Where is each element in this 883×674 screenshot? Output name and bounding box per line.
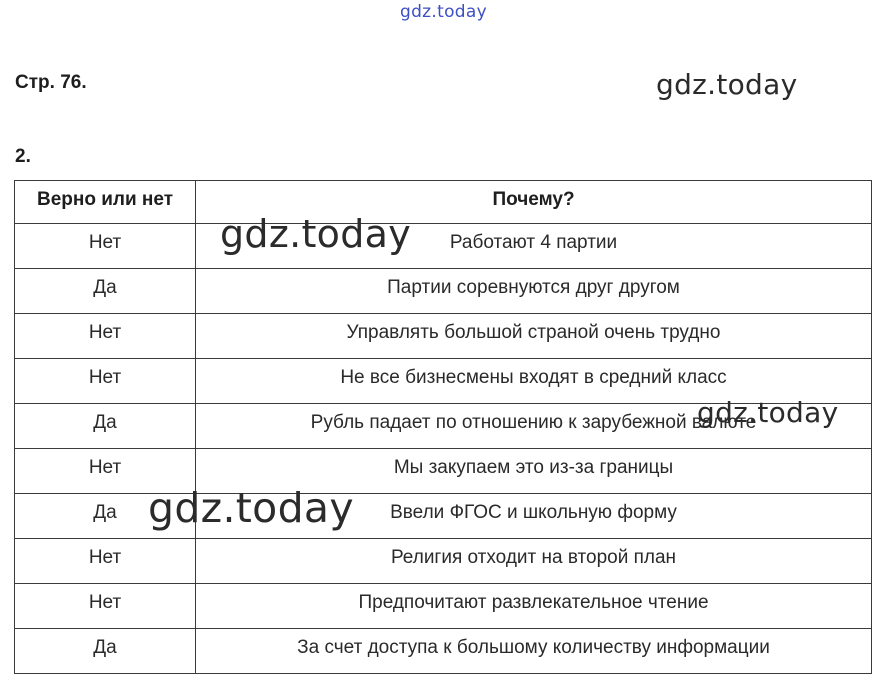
- column-header-true-false: Верно или нет: [15, 181, 196, 224]
- page-reference: Стр. 76.: [15, 72, 87, 93]
- table-row: [15, 539, 872, 584]
- table-row: [15, 629, 872, 674]
- reason-cell: Работают 4 партии: [196, 224, 872, 269]
- table-row: [15, 314, 872, 359]
- answer-cell: Нет: [15, 584, 196, 629]
- reason-cell: Рубль падает по отношению к зарубежной валюте: [196, 404, 872, 449]
- reason-cell: Предпочитают развлекательное чтение: [196, 584, 872, 629]
- table-row: [15, 449, 872, 494]
- answer-cell: Да: [15, 404, 196, 449]
- table-row: [15, 224, 872, 269]
- answer-cell: Да: [15, 629, 196, 674]
- table-row: [15, 494, 872, 539]
- reason-cell: Религия отходит на второй план: [196, 539, 872, 584]
- reason-cell: Ввели ФГОС и школьную форму: [196, 494, 872, 539]
- answer-cell: Нет: [15, 539, 196, 584]
- watermark-table-right: gdz.today: [697, 396, 839, 429]
- watermark-table-upper: gdz.today: [220, 212, 412, 256]
- answer-cell: Нет: [15, 314, 196, 359]
- table-row: [15, 584, 872, 629]
- table-header-row: [15, 181, 872, 224]
- answer-cell: Да: [15, 494, 196, 539]
- reason-cell: Не все бизнесмены входят в средний класс: [196, 359, 872, 404]
- reason-cell: Управлять большой страной очень трудно: [196, 314, 872, 359]
- answer-cell: Нет: [15, 359, 196, 404]
- answer-cell: Нет: [15, 449, 196, 494]
- column-header-why: Почему?: [196, 181, 872, 224]
- watermark-top: gdz.today: [400, 2, 487, 22]
- reason-cell: За счет доступа к большому количеству информации: [196, 629, 872, 674]
- answer-cell: Нет: [15, 224, 196, 269]
- task-number: 2.: [15, 146, 31, 167]
- watermark-header-right: gdz.today: [656, 68, 798, 101]
- answer-cell: Да: [15, 269, 196, 314]
- table-row: [15, 269, 872, 314]
- watermark-table-lower: gdz.today: [148, 484, 354, 532]
- reason-cell: Партии соревнуются друг другом: [196, 269, 872, 314]
- reason-cell: Мы закупаем это из-за границы: [196, 449, 872, 494]
